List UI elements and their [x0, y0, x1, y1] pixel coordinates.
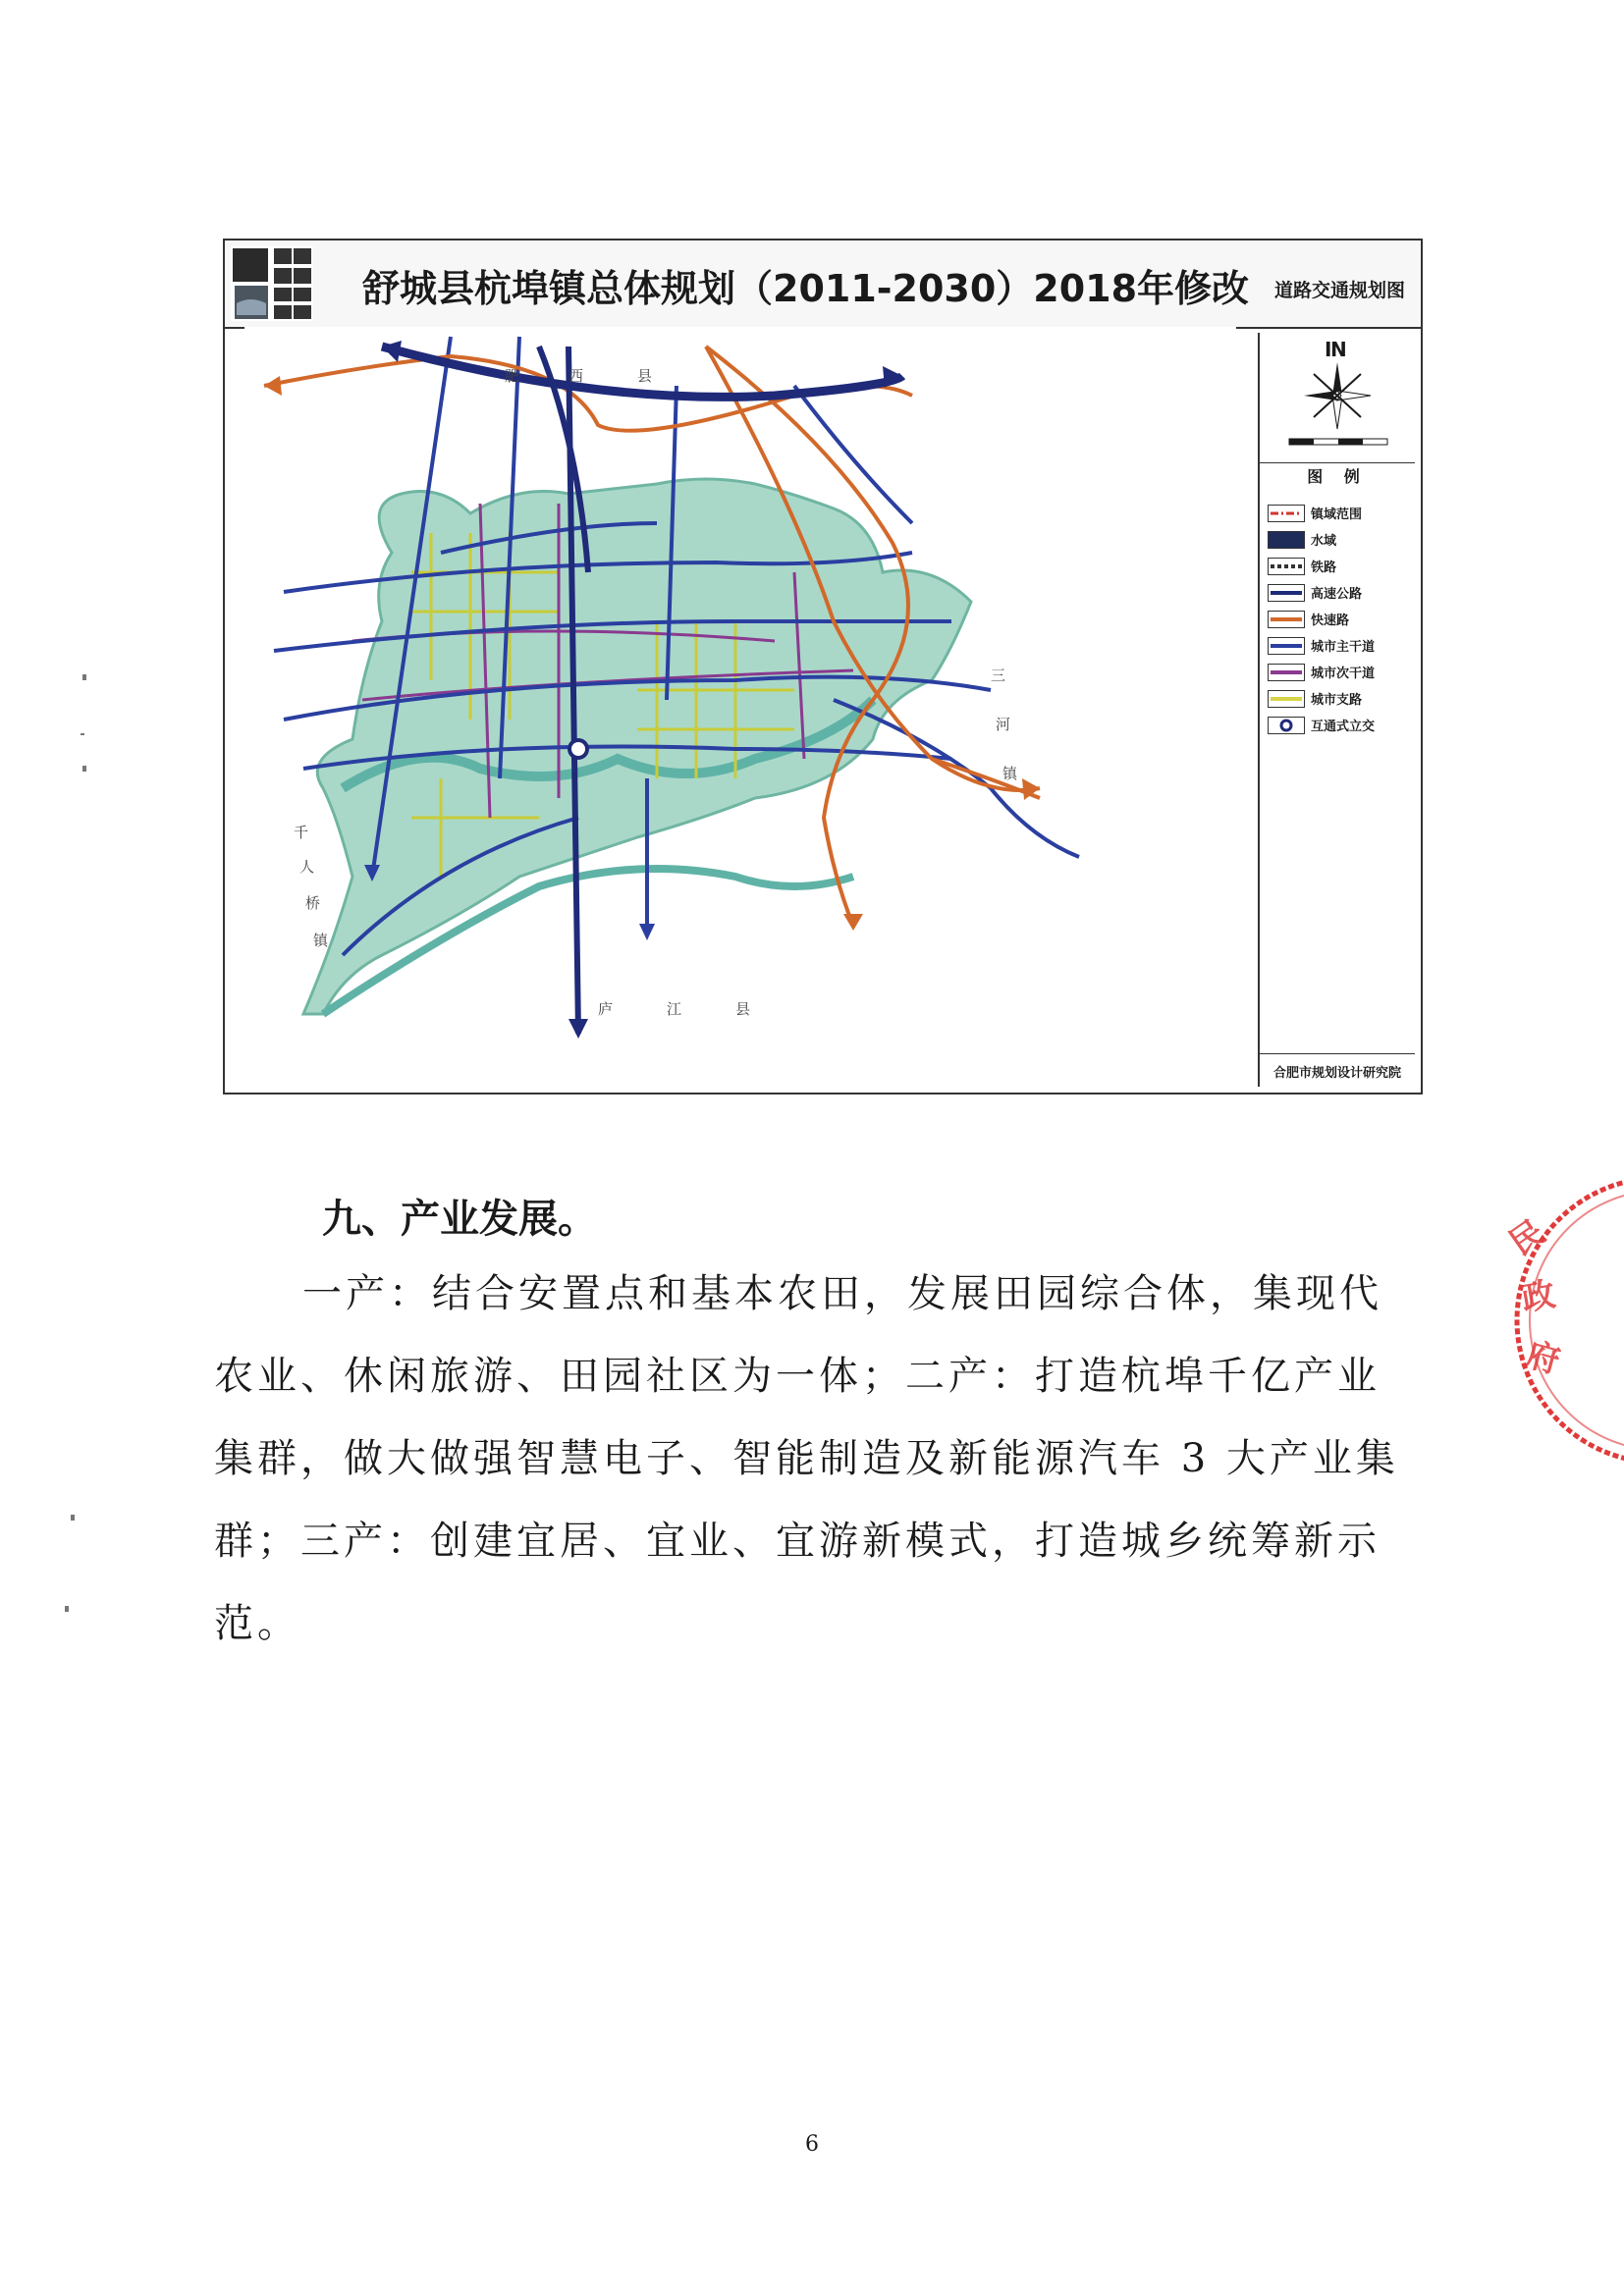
- place-label: 镇: [313, 932, 329, 949]
- north-arrow-icon: [1260, 333, 1415, 462]
- legend-label: 水域: [1311, 534, 1337, 549]
- legend-list: [1268, 500, 1413, 738]
- place-label: 西: [568, 367, 584, 385]
- legend-title: 图 例: [1307, 467, 1368, 486]
- place-label: 三: [991, 667, 1006, 684]
- legend-label: 互通式立交: [1311, 720, 1376, 734]
- legend-item: [1268, 606, 1413, 632]
- official-seal: [1502, 1163, 1624, 1477]
- map-title: 舒城县杭埠镇总体规划（2011-2030）2018年修改: [362, 267, 1250, 310]
- map-subtitle: 道路交通规划图: [1273, 280, 1405, 301]
- legend-label: 快速路: [1311, 614, 1350, 628]
- legend-item: [1268, 500, 1413, 526]
- legend-item: [1268, 659, 1413, 685]
- scan-speck: [65, 1606, 69, 1612]
- legend-label: 铁路: [1311, 561, 1337, 575]
- legend-label: 城市次干道: [1311, 667, 1376, 681]
- expressway-swatch-icon: [1268, 584, 1305, 602]
- secondary-road-swatch-icon: [1268, 664, 1305, 681]
- svg-text:民: 民: [1502, 1212, 1553, 1264]
- scan-speck: [82, 766, 86, 772]
- body-paragraph: 一产：结合安置点和基本农田，发展田园综合体，集现代农业、休闲旅游、田园社区为一体；二产：打造杭埠千亿产业集群，做大做强智慧电子、智能制造及新能源汽车 3 大产业集群；三产：创建宜居、宜业、宜游新模式，打造城乡统筹新示范。: [214, 1271, 1399, 1646]
- legend-label: 城市主干道: [1311, 640, 1376, 655]
- compass: [1260, 333, 1415, 463]
- legend-label: 镇域范围: [1311, 507, 1363, 522]
- svg-text:I: I: [1325, 338, 1332, 361]
- page-number: 6: [805, 2132, 819, 2157]
- map-legend-panel: [1258, 333, 1415, 1087]
- scan-speck: [71, 1515, 75, 1521]
- main-road-swatch-icon: [1268, 637, 1305, 655]
- place-label: 桥: [305, 894, 321, 912]
- scan-speck: [81, 733, 84, 735]
- branch-road-swatch-icon: [1268, 690, 1305, 708]
- svg-text:府: 府: [1521, 1335, 1564, 1382]
- water-swatch-icon: [1268, 531, 1305, 549]
- boundary-swatch-icon: [1268, 505, 1305, 522]
- place-label: 庐: [598, 1000, 614, 1018]
- place-label: 河: [996, 716, 1011, 733]
- interchange-swatch-icon: [1268, 717, 1305, 734]
- place-label: 县: [735, 1000, 751, 1018]
- svg-text:N: N: [1330, 338, 1347, 361]
- institute-logo: [231, 246, 313, 321]
- place-label: 人: [299, 858, 315, 876]
- scan-speck: [82, 674, 86, 680]
- railway-swatch-icon: [1268, 558, 1305, 575]
- legend-label: 高速公路: [1311, 587, 1363, 602]
- section-heading: 九、产业发展。: [322, 1196, 597, 1242]
- institute-credit: 合肥市规划设计研究院: [1260, 1053, 1415, 1081]
- place-label: 江: [667, 1000, 682, 1018]
- place-label: 县: [637, 367, 653, 385]
- road-traffic-planning-map: [223, 239, 1423, 1095]
- place-label: 肥: [505, 367, 520, 385]
- legend-item: [1268, 553, 1413, 579]
- place-label: 镇: [1002, 765, 1018, 782]
- legend-label: 城市支路: [1311, 693, 1363, 708]
- svg-text:政: 政: [1518, 1274, 1559, 1319]
- road-network-map: [244, 327, 1236, 1093]
- fast-road-swatch-icon: [1268, 611, 1305, 628]
- place-label: 千: [294, 824, 309, 841]
- map-body: [225, 327, 1421, 1093]
- legend-item: [1268, 685, 1413, 712]
- legend-item: [1268, 712, 1413, 738]
- legend-item: [1268, 632, 1413, 659]
- legend-item: [1268, 579, 1413, 606]
- interchange-marker: [569, 740, 587, 758]
- map-header: [225, 240, 1421, 329]
- legend-item: [1268, 526, 1413, 553]
